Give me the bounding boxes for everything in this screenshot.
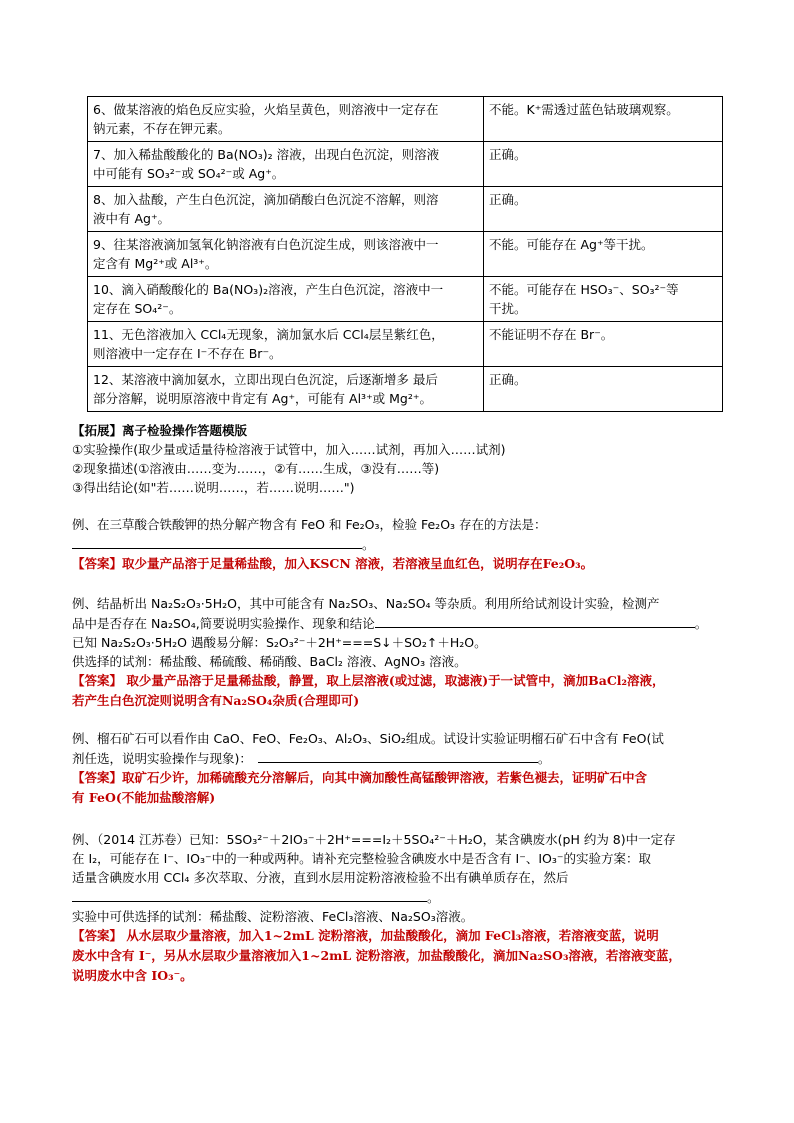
example-4-line-3: 适量含碘废水用 CCl₄ 多次萃取、分液，直到水层用淀粉溶液检验不出有碘单质存在，然后: [72, 870, 569, 885]
statement-line: 10、滴入硝酸酸化的 Ba(NO₃)₂溶液，产生白色沉淀，溶液中一: [93, 282, 444, 297]
judgement-line: 正确。: [489, 147, 527, 162]
judgement-cell: [484, 187, 723, 232]
judgement-line: 正确。: [489, 372, 527, 387]
judgement-line: 不能。可能存在 Ag⁺等干扰。: [489, 237, 654, 252]
statement-cell: [88, 367, 484, 412]
judgement-line: 干扰。: [489, 301, 527, 316]
statement-cell: [88, 97, 484, 142]
example-1-question: 例、在三草酸合铁酸钾的热分解产物含有 FeO 和 Fe₂O₃，检验 Fe₂O₃ 存在的方法是：: [72, 517, 547, 532]
example-4-answer-1: 【答案】 从水层取少量溶液，加入1~2mL 淀粉溶液，加盐酸酸化，滴加 FeCl₃溶液，若溶液变蓝，说明: [72, 928, 659, 943]
table-row: [88, 322, 723, 367]
statement-line: 12、某溶液中滴加氨水，立即出现白色沉淀，后逐渐增多 最后: [93, 372, 438, 387]
judgement-line: 不能证明不存在 Br⁻。: [489, 327, 614, 342]
statement-line: 中可能有 SO₃²⁻或 SO₄²⁻或 Ag⁺。: [93, 166, 285, 181]
statement-line: 钠元素，不存在钾元素。: [93, 121, 231, 136]
example-2-answer-2: 若产生白色沉淀则说明含有Na₂SO₄杂质(合理即可): [72, 693, 360, 708]
table-row: [88, 232, 723, 277]
judgement-cell: [484, 97, 723, 142]
statement-line: 定存在 SO₄²⁻。: [93, 301, 182, 316]
example-4: [72, 830, 722, 986]
statement-line: 定含有 Mg²⁺或 Al³⁺。: [93, 256, 218, 271]
example-4-line-1: 例、（2014 江苏卷）已知：5SO₃²⁻＋2IO₃⁻＋2H⁺===I₂＋5SO₄²⁻＋H₂O，某含碘废水(pH 约为 8)中一定存: [72, 832, 676, 847]
example-2: [72, 594, 722, 711]
table-row: [88, 367, 723, 412]
example-4-blank-line: 。: [72, 887, 722, 907]
answer-blank[interactable]: [258, 748, 538, 763]
judgement-line: 正确。: [489, 192, 527, 207]
statement-line: 11、无色溶液加入 CCl₄无现象，滴加氯水后 CCl₄层呈紫红色，: [93, 327, 444, 342]
example-3-answer-2: 有 FeO(不能加盐酸溶解): [72, 790, 216, 805]
extension-line-3: ③得出结论(如"若……说明……，若……说明……"): [72, 480, 355, 495]
judgement-line: 不能。可能存在 HSO₃⁻、SO₃²⁻等: [489, 282, 679, 297]
statement-cell: [88, 142, 484, 187]
answer-blank[interactable]: [72, 534, 362, 549]
example-4-answer-2: 废水中含有 I⁻，另从水层取少量溶液加入1~2mL 淀粉溶液，加盐酸酸化，滴加Na₂SO₃溶液，若溶液变蓝，: [72, 948, 681, 963]
table-row: [88, 187, 723, 232]
extension-title: 【拓展】离子检验操作答题模版: [72, 423, 248, 438]
statement-line: 6、做某溶液的焰色反应实验，火焰呈黄色，则溶液中一定存在: [93, 102, 439, 117]
statement-line: 液中有 Ag⁺。: [93, 211, 171, 226]
example-1: [72, 515, 722, 574]
example-2-line-3: 已知 Na₂S₂O₃·5H₂O 遇酸易分解：S₂O₃²⁻＋2H⁺===S↓＋SO₂↑＋H₂O。: [72, 635, 487, 650]
extension-line-2: ②现象描述(①溶液由……变为……，②有……生成，③没有……等): [72, 461, 440, 476]
table-row: [88, 97, 723, 142]
example-2-line-1: 例、结晶析出 Na₂S₂O₃·5H₂O，其中可能含有 Na₂SO₃、Na₂SO₄ 等杂质。利用所给试剂设计实验，检测产: [72, 596, 660, 611]
statement-cell: [88, 277, 484, 322]
statement-cell: [88, 187, 484, 232]
judgement-table: [87, 96, 723, 412]
example-4-answer-3: 说明废水中含 IO₃⁻。: [72, 968, 193, 983]
judgement-line: 不能。K⁺需透过蓝色钴玻璃观察。: [489, 102, 679, 117]
example-2-line-2: 品中是否存在 Na₂SO₄,简要说明实验操作、现象和结论 。: [72, 613, 722, 633]
statement-line: 8、加入盐酸，产生白色沉淀，滴加硝酸白色沉淀不溶解，则溶: [93, 192, 439, 207]
statement-line: 部分溶解，说明原溶液中肯定有 Ag⁺，可能有 Al³⁺或 Mg²⁺。: [93, 391, 432, 406]
table-row: [88, 142, 723, 187]
example-3-line-1: 例、榴石矿石可以看作由 CaO、FeO、Fe₂O₃、Al₂O₃、SiO₂组成。试设计实验证明榴石矿石中含有 FeO(试: [72, 731, 664, 746]
document-page: [72, 96, 722, 986]
example-4-line-4: 实验中可供选择的试剂：稀盐酸、淀粉溶液、FeCl₃溶液、Na₂SO₃溶液。: [72, 909, 474, 924]
example-4-line-2: 在 I₂，可能存在 I⁻、IO₃⁻中的一种或两种。请补充完整检验含碘废水中是否含有 I⁻、IO₃⁻的实验方案：取: [72, 851, 651, 866]
extension-line-1: ①实验操作(取少量或适量待检溶液于试管中，加入……试剂，再加入……试剂): [72, 442, 506, 457]
example-2-answer-1: 【答案】 取少量产品溶于足量稀盐酸，静置，取上层溶液(或过滤，取滤液)于一试管中，滴加BaCl₂溶液，: [72, 673, 665, 688]
example-3-answer-1: 【答案】取矿石少许，加稀硫酸充分溶解后，向其中滴加酸性高锰酸钾溶液，若紫色褪去，证明矿石中含: [72, 770, 648, 785]
table-row: [88, 277, 723, 322]
example-3: [72, 729, 722, 808]
statement-cell: [88, 232, 484, 277]
statement-line: 9、往某溶液滴加氢氧化钠溶液有白色沉淀生成，则该溶液中一: [93, 237, 439, 252]
statement-cell: [88, 322, 484, 367]
statement-line: 则溶液中一定存在 I⁻不存在 Br⁻。: [93, 346, 282, 361]
answer-blank[interactable]: [375, 613, 695, 628]
answer-blank[interactable]: [72, 887, 427, 902]
example-1-blank-line: 。: [72, 534, 722, 554]
example-3-line-2: 剂任选，说明实验操作与现象)： 。: [72, 748, 722, 768]
example-2-line-4: 供选择的试剂：稀盐酸、稀硫酸、稀硝酸、BaCl₂ 溶液、AgNO₃ 溶液。: [72, 654, 467, 669]
example-1-answer: 【答案】取少量产品溶于足量稀盐酸，加入KSCN 溶液，若溶液呈血红色，说明存在Fe₂O₃。: [72, 556, 594, 571]
judgement-cell: [484, 367, 723, 412]
judgement-cell: [484, 322, 723, 367]
judgement-cell: [484, 232, 723, 277]
statement-line: 7、加入稀盐酸酸化的 Ba(NO₃)₂ 溶液，出现白色沉淀，则溶液: [93, 147, 440, 162]
judgement-cell: [484, 277, 723, 322]
judgement-cell: [484, 142, 723, 187]
